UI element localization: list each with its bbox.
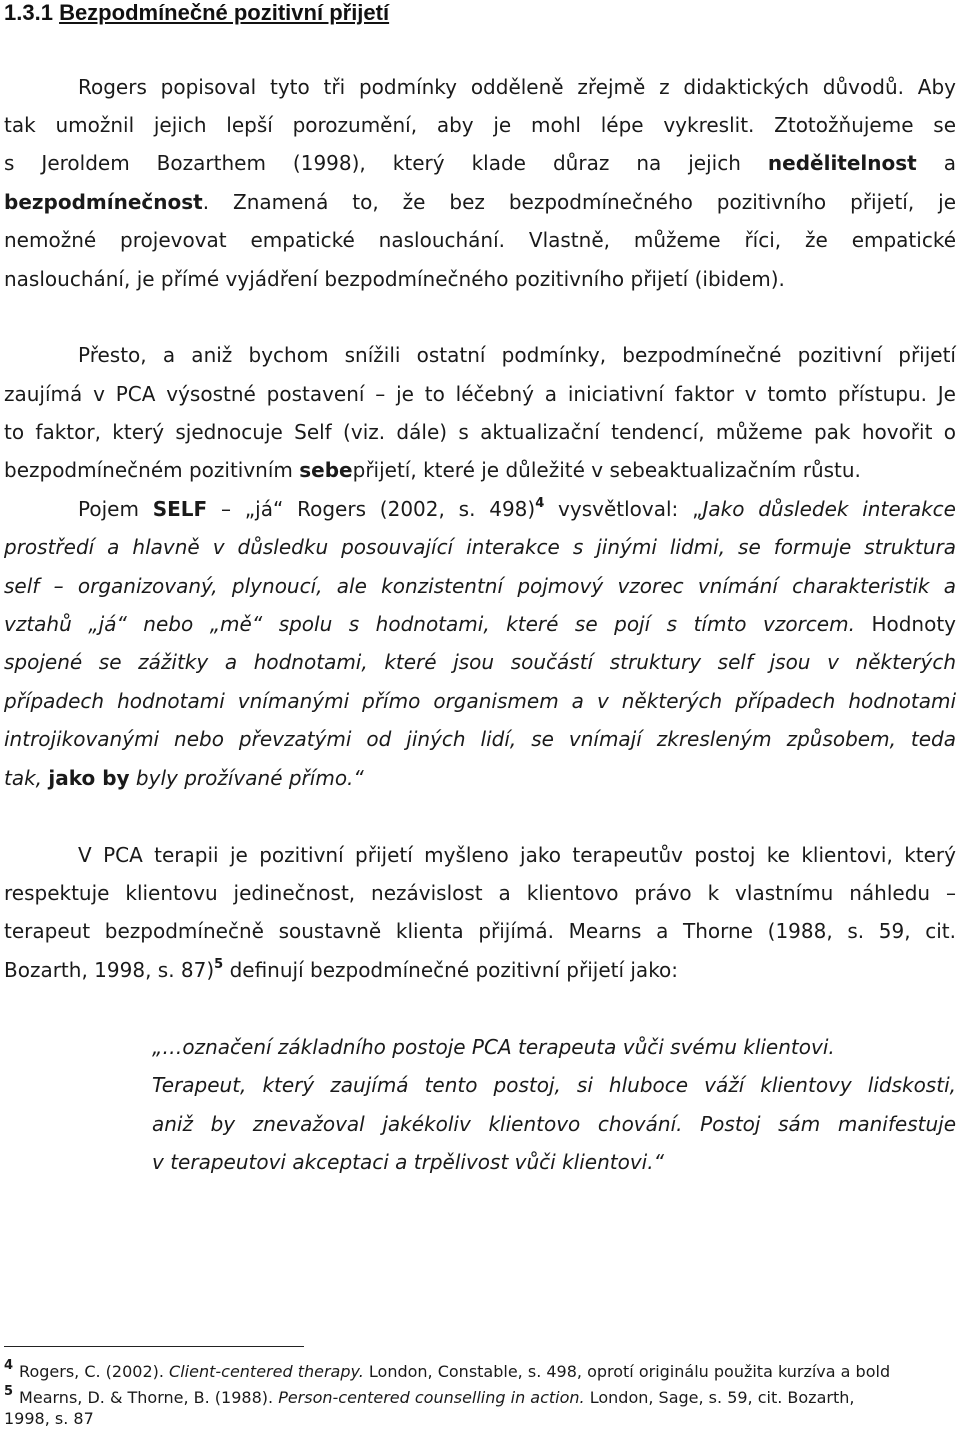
footnote-separator xyxy=(4,1346,304,1347)
text-run: a xyxy=(916,151,956,175)
bold-term: jako by xyxy=(48,766,130,790)
text-run: . Znamená to, že bez bezpodmínečného pozitivního přijetí, je xyxy=(202,190,956,214)
italic-quote: vztahů „já“ nebo „mě“ spolu s hodnotami, které se pojí s tímto vzorcem. xyxy=(4,612,855,636)
footnote-ref: 5 xyxy=(214,957,224,972)
paragraph-3-line: introjikovanými nebo převzatými od jiných lidí, se vnímají zkresleným způsobem, teda xyxy=(4,727,956,751)
paragraph-4-line xyxy=(4,956,956,984)
text-run: přijetí, které je důležité v sebeaktualizačním růstu. xyxy=(352,458,861,482)
section-heading xyxy=(4,0,389,26)
footnote-5 xyxy=(4,1384,956,1409)
paragraph-1-line: Rogers popisoval tyto tři podmínky odděleně zřejmě z didaktických důvodů. Aby xyxy=(78,75,956,99)
paragraph-2-line: Přesto, a aniž bychom snížili ostatní podmínky, bezpodmínečné pozitivní přijetí xyxy=(78,343,956,367)
paragraph-1-line: tak umožnil jejich lepší porozumění, aby je mohl lépe vykreslit. Ztotožňujeme se xyxy=(4,113,956,137)
bold-term: SELF xyxy=(152,497,208,521)
section-title: Bezpodmínečné pozitivní přijetí xyxy=(59,0,390,25)
block-quote-line: „…označení základního postoje PCA terapeuta vůči svému klientovi. xyxy=(152,1035,835,1059)
paragraph-4-line: respektuje klientovu jedinečnost, nezávislost a klientovo právo k vlastnímu náhledu – xyxy=(4,881,956,905)
footnote-ref: 4 xyxy=(535,496,545,511)
text-run: Hodnoty xyxy=(854,612,957,636)
text-run: definují bezpodmínečné pozitivní přijetí jako: xyxy=(223,958,679,982)
footnote-5-continuation: 1998, s. 87 xyxy=(4,1409,94,1428)
paragraph-3-line: prostředí a hlavně v důsledku posouvající interakce s jinými lidmi, se formuje struktura xyxy=(4,535,956,559)
paragraph-3-line: spojené se zážitky a hodnotami, které jsou součástí struktury self jsou v některých xyxy=(4,650,956,674)
text-run: Rogers, C. (2002). xyxy=(19,1362,170,1381)
paragraph-3-line: self – organizovaný, plynoucí, ale konzistentní pojmový vzorec vnímání charakteristik a xyxy=(4,574,956,598)
paragraph-1-line: naslouchání, je přímé vyjádření bezpodmínečného pozitivního přijetí (ibidem). xyxy=(4,267,785,291)
italic-quote: Jako důsledek interakce xyxy=(702,497,956,521)
paragraph-1-line xyxy=(4,188,956,216)
italic-quote: byly prožívané přímo.“ xyxy=(129,766,364,790)
paragraph-3-line xyxy=(4,610,956,638)
text-run: Bozarth, 1998, s. 87) xyxy=(4,958,215,982)
bold-term: bezpodmínečnost xyxy=(4,190,203,214)
block-quote-line: Terapeut, který zaujímá tento postoj, si hluboce váží klientovy lidskosti, xyxy=(152,1073,956,1097)
footnote-number: 5 xyxy=(4,1384,14,1399)
paragraph-2-line: zaujímá v PCA výsostné postavení – je to léčebný a iniciativní faktor v tomto přístupu. Je xyxy=(4,382,956,406)
paragraph-4-line: V PCA terapii je pozitivní přijetí myšleno jako terapeutův postoj ke klientovi, který xyxy=(78,843,956,867)
paragraph-3-line xyxy=(78,495,956,523)
paragraph-1-line: nemožné projevovat empatické naslouchání. Vlastně, můžeme říci, že empatické xyxy=(4,228,956,252)
paragraph-3-line: případech hodnotami vnímanými přímo organismem a v některých případech hodnotami xyxy=(4,689,956,713)
text-run: Mearns, D. & Thorne, B. (1988). xyxy=(19,1388,279,1407)
text-run: bezpodmínečném pozitivním xyxy=(4,458,300,482)
footnote-4 xyxy=(4,1358,956,1383)
paragraph-4-line: terapeut bezpodmínečně soustavně klienta přijímá. Mearns a Thorne (1988, s. 59, cit. xyxy=(4,919,956,943)
paragraph-3-line xyxy=(4,764,956,792)
bold-term: nedělitelnost xyxy=(767,151,917,175)
paragraph-1-line xyxy=(4,149,956,177)
bold-term: sebe xyxy=(299,458,353,482)
text-run: London, Constable, s. 498, oprotí originálu použita kurzíva a bold xyxy=(363,1362,891,1381)
footnote-number: 4 xyxy=(4,1358,14,1373)
text-run: – „já“ Rogers (2002, s. 498) xyxy=(207,497,536,521)
italic-quote: tak, xyxy=(4,766,49,790)
text-run: vysvětloval: „ xyxy=(544,497,703,521)
footnote-title: Client-centered therapy. xyxy=(169,1362,364,1381)
block-quote-line: v terapeutovi akceptaci a trpělivost vůči klientovi.“ xyxy=(152,1150,664,1174)
footnote-title: Person-centered counselling in action. xyxy=(278,1388,585,1407)
text-run: London, Sage, s. 59, cit. Bozarth, xyxy=(584,1388,855,1407)
text-run: s Jeroldem Bozarthem (1998), který klade důraz na jejich xyxy=(4,151,768,175)
paragraph-2-line xyxy=(4,456,956,484)
section-number: 1.3.1 xyxy=(4,0,53,25)
block-quote-line: aniž by znevažoval jakékoliv klientovo chování. Postoj sám manifestuje xyxy=(152,1112,956,1136)
paragraph-2-line: to faktor, který sjednocuje Self (viz. dále) s aktualizační tendencí, můžeme pak hovořit o xyxy=(4,420,956,444)
text-run: Pojem xyxy=(78,497,153,521)
